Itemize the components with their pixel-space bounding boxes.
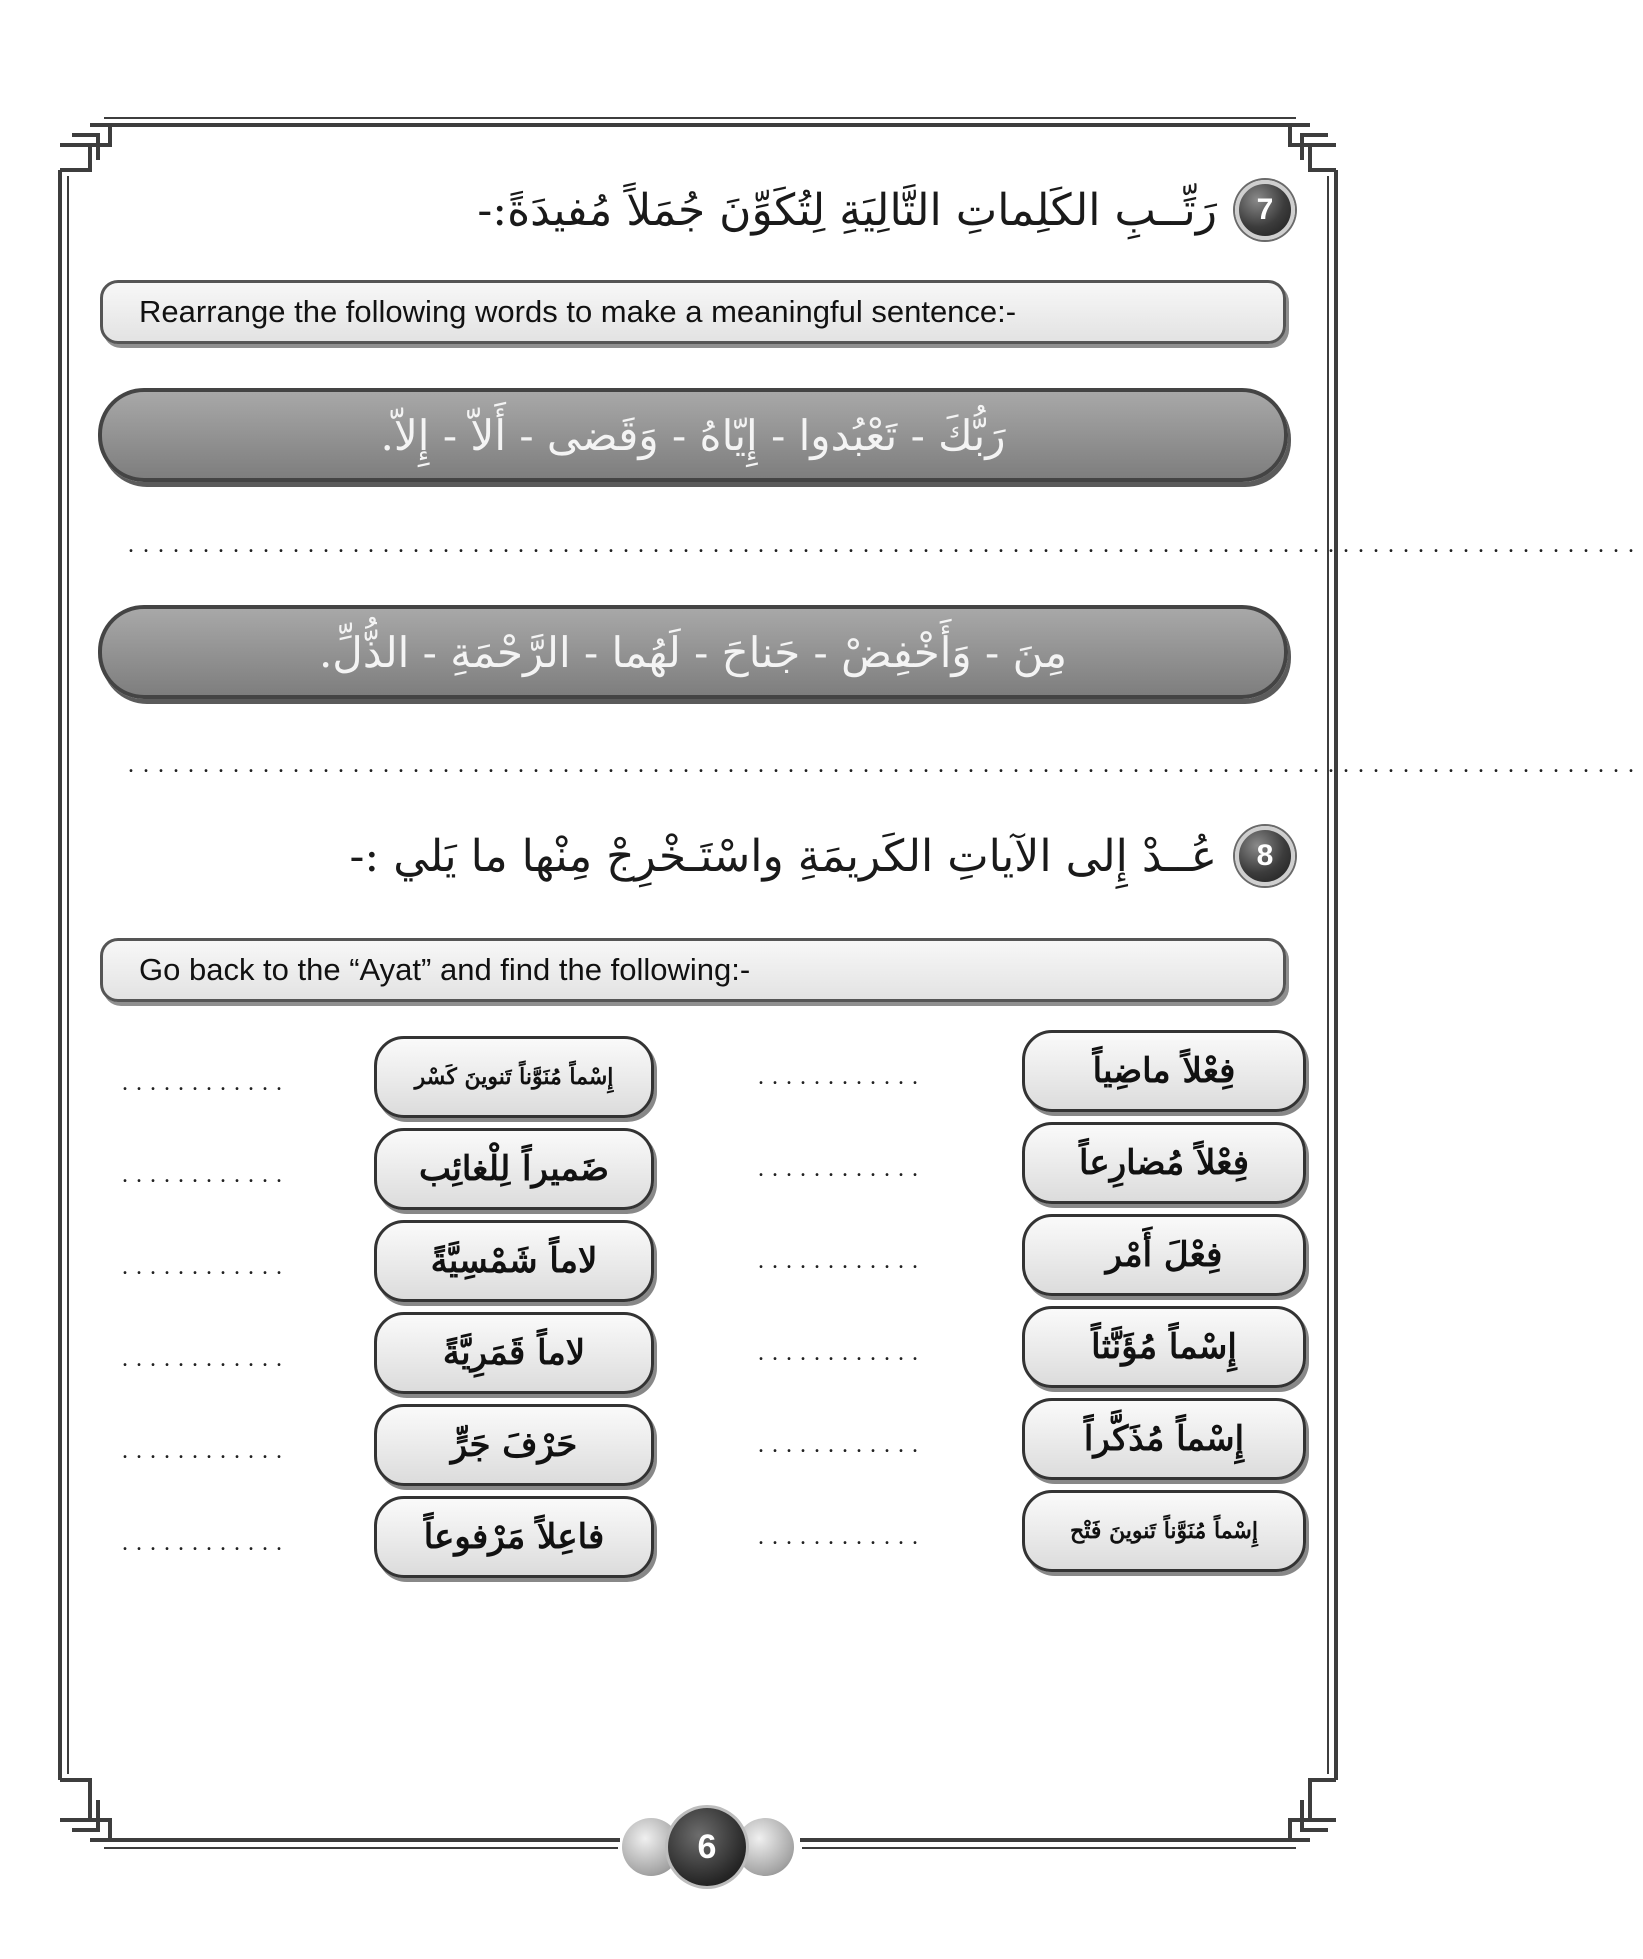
item-nominative-subject: فاعِلاً مَرْفوعاً bbox=[374, 1496, 654, 1578]
exercise-8-instruction: Go back to the “Ayat” and find the following:- bbox=[100, 938, 1286, 1002]
exercise-7-instruction: Rearrange the following words to make a meaningful sentence:- bbox=[100, 280, 1286, 344]
fill-line-r3[interactable]: ............ bbox=[758, 1248, 926, 1274]
fill-line-l3[interactable]: ............ bbox=[122, 1254, 290, 1280]
item-masculine-noun: إِسْماً مُذَكَّراً bbox=[1022, 1398, 1306, 1480]
fill-line-l5[interactable]: ............ bbox=[122, 1438, 290, 1464]
item-kasra-tanween-noun: إِسْماً مُنَوَّناً تَنوينَ كَسْر bbox=[374, 1036, 654, 1118]
item-preposition: حَرْفَ جَرٍّ bbox=[374, 1404, 654, 1486]
fill-line-r2[interactable]: ............ bbox=[758, 1156, 926, 1182]
answer-line-1[interactable]: ..................................................................................................... bbox=[128, 532, 1643, 558]
item-fatha-tanween-noun: إِسْماً مُنَوَّناً تَنوينَ فَتْح bbox=[1022, 1490, 1306, 1572]
exercise-7-arabic-title: رَتِّــبِ الكَلِماتِ التَّالِيَةِ لِتُكَوِّنَ جُمَلاً مُفيدَةً:- bbox=[477, 184, 1217, 236]
exercise-7-header bbox=[477, 180, 1295, 240]
word-group-2: مِنَ - وَأَخْفِضْ - جَناحَ - لَهُما - الرَّحْمَةِ - الذُّلِّ. bbox=[98, 605, 1288, 699]
page-number: 6 bbox=[668, 1808, 746, 1886]
item-qamari-lam: لاماً قَمَرِيَّةً bbox=[374, 1312, 654, 1394]
item-absent-pronoun: ضَميراً لِلْغائِب bbox=[374, 1128, 654, 1210]
answer-line-2[interactable]: ..................................................................................................... bbox=[128, 752, 1643, 778]
fill-line-r5[interactable]: ............ bbox=[758, 1432, 926, 1458]
exercise-8-number: 8 bbox=[1235, 826, 1295, 886]
fill-line-l1[interactable]: ............ bbox=[122, 1070, 290, 1096]
exercise-8-header bbox=[350, 826, 1295, 886]
fill-line-r1[interactable]: ............ bbox=[758, 1064, 926, 1090]
exercise-8-arabic-title: عُــدْ إِلى الآياتِ الكَريمَةِ واسْتَـخْرِجْ مِنْها ما يَلي :- bbox=[349, 830, 1217, 882]
word-group-1: رَبُّكَ - تَعْبُدوا - إِيّاهُ - وَقَضى - أَلاّ - إِلاّ. bbox=[98, 388, 1288, 482]
fill-line-r6[interactable]: ............ bbox=[758, 1524, 926, 1550]
fill-line-r4[interactable]: ............ bbox=[758, 1340, 926, 1366]
fill-line-l6[interactable]: ............ bbox=[122, 1530, 290, 1556]
exercise-7-number: 7 bbox=[1235, 180, 1295, 240]
item-present-verb: فِعْلاً مُضارِعاً bbox=[1022, 1122, 1306, 1204]
item-past-verb: فِعْلاً ماضِياً bbox=[1022, 1030, 1306, 1112]
item-feminine-noun: إِسْماً مُؤَنَّثاً bbox=[1022, 1306, 1306, 1388]
item-shamsi-lam: لاماً شَمْسِيَّةً bbox=[374, 1220, 654, 1302]
fill-line-l2[interactable]: ............ bbox=[122, 1162, 290, 1188]
fill-line-l4[interactable]: ............ bbox=[122, 1346, 290, 1372]
item-imperative-verb: فِعْلَ أَمْر bbox=[1022, 1214, 1306, 1296]
